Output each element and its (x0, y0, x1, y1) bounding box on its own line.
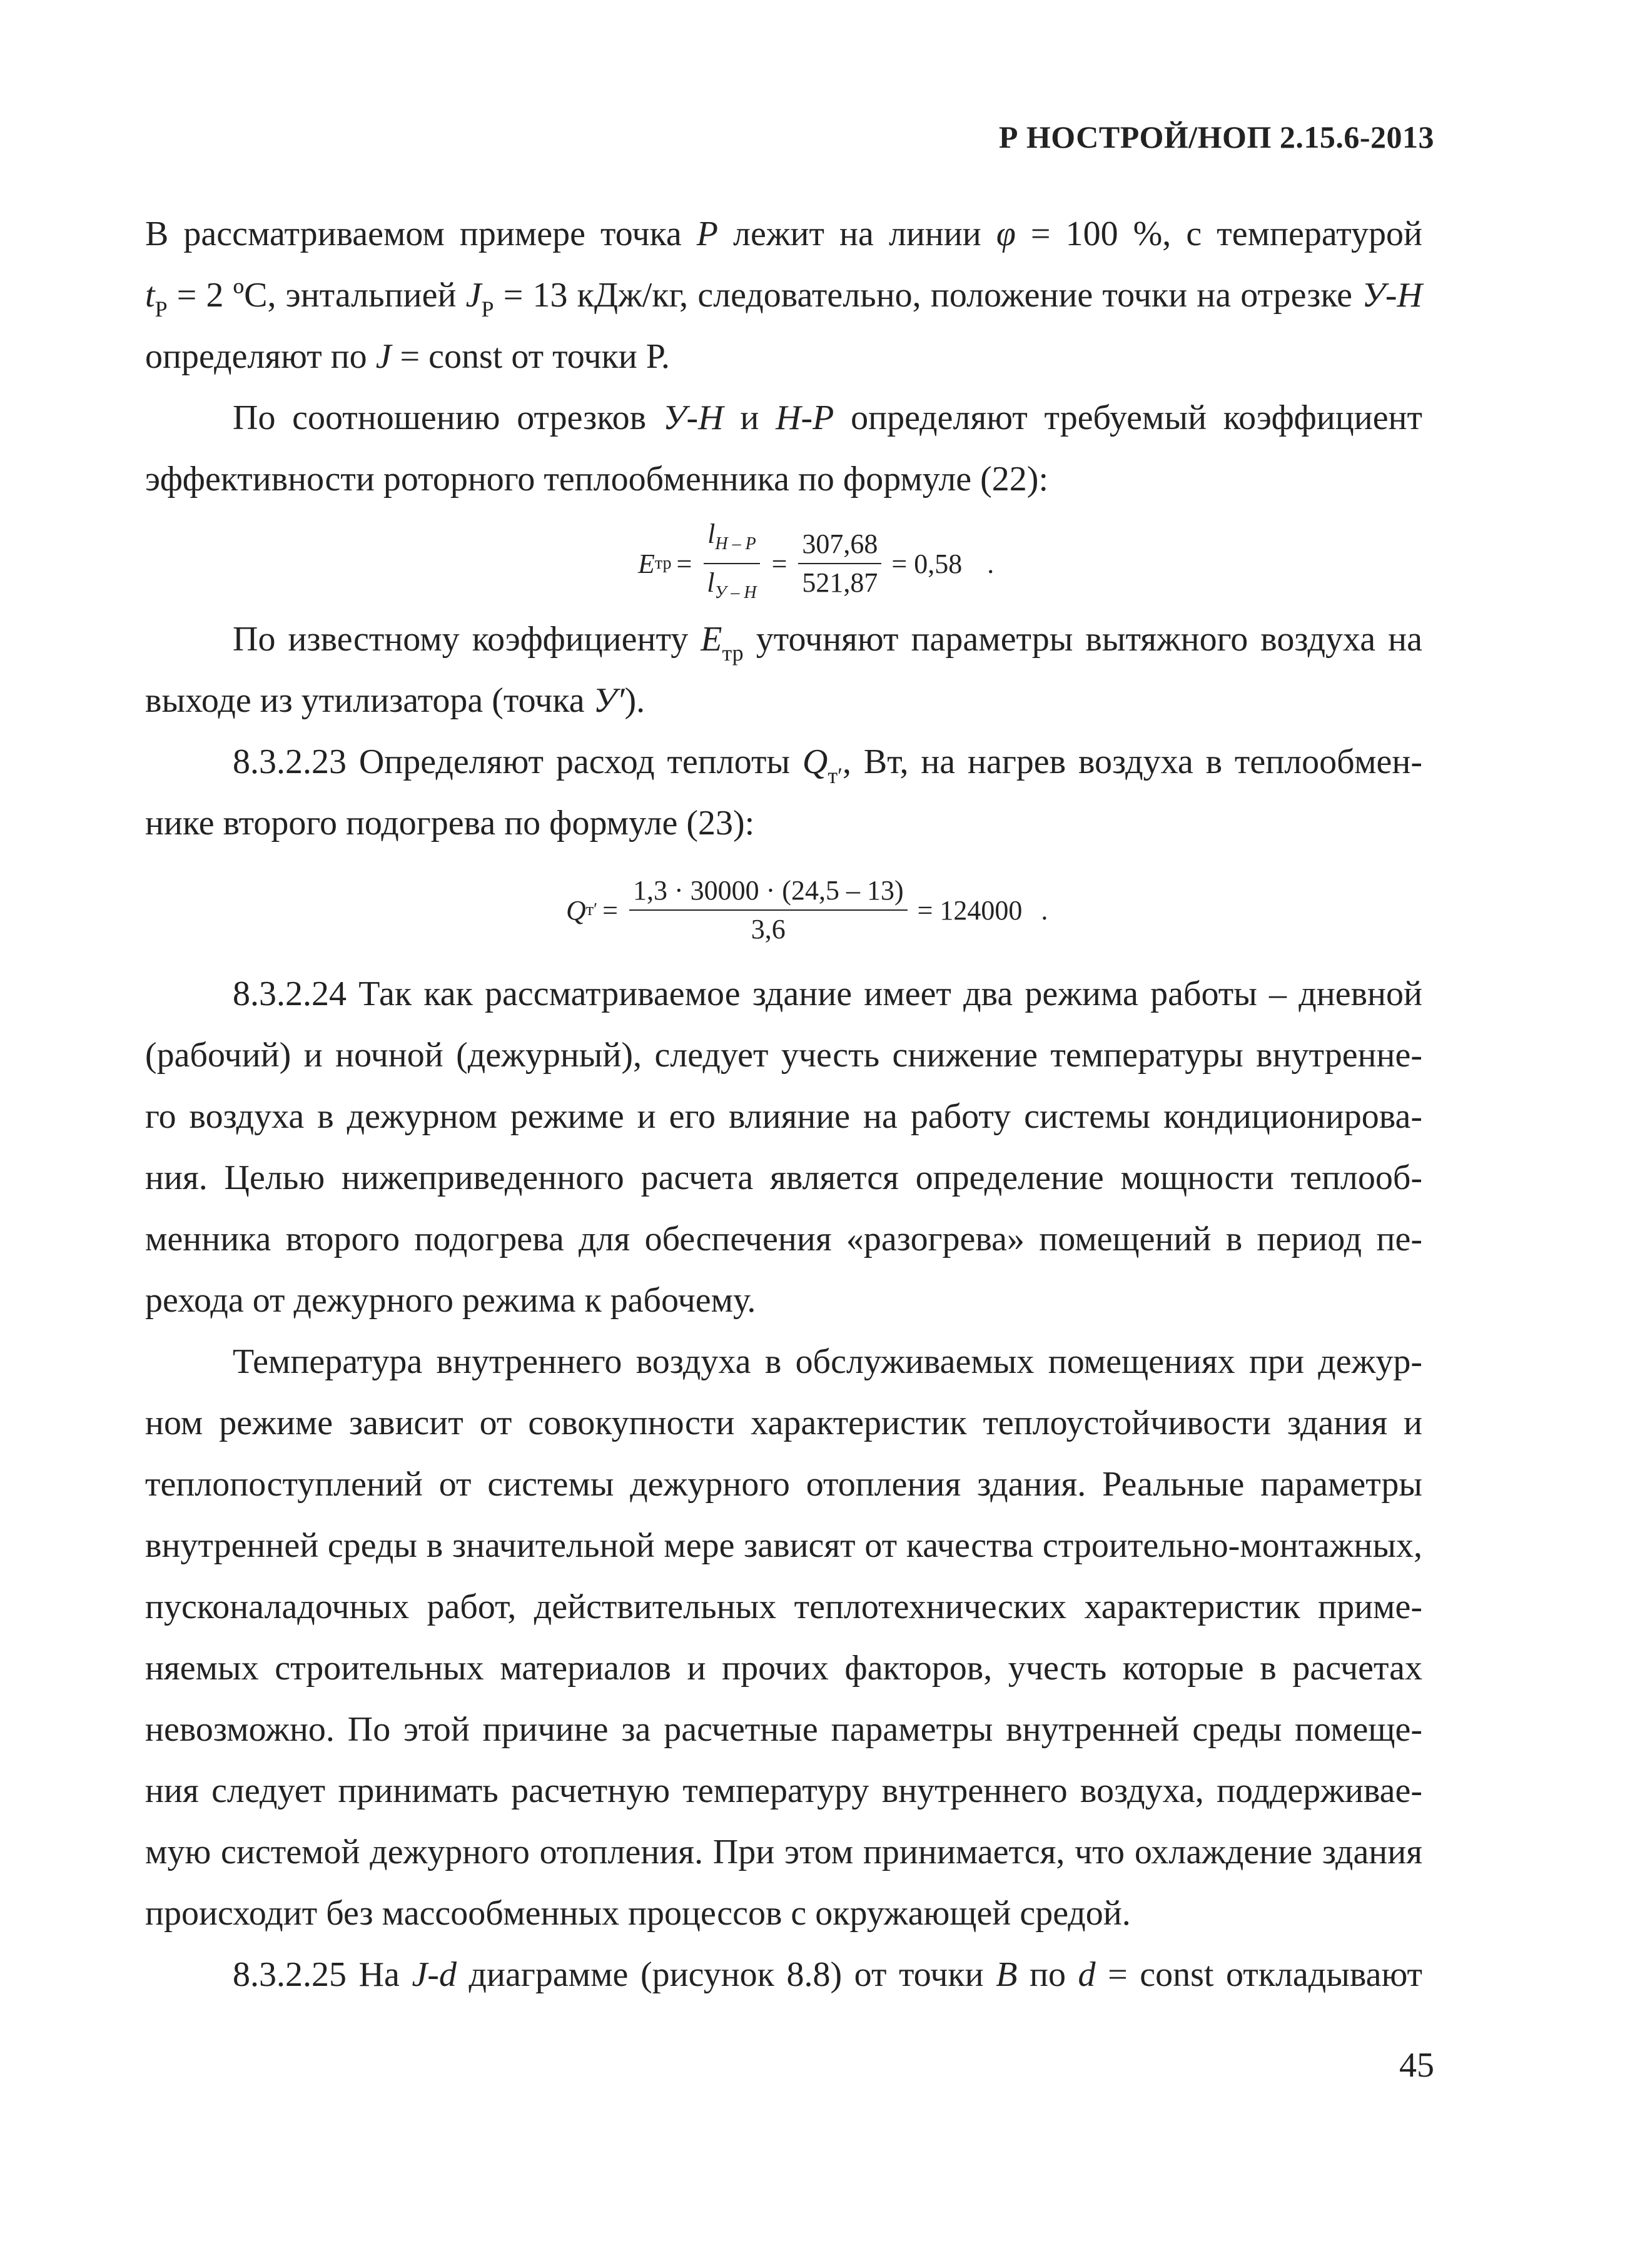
paragraph-8-3-2-25 (145, 1944, 1422, 2005)
text-line: 8.3.2.24 Так как рассматриваемое здание имеет два режима работы – дневной (233, 975, 1422, 1013)
paragraph-8-3-2-24 (145, 963, 1422, 1331)
text-line: нике второго подогрева по формуле (23): (145, 804, 755, 843)
text-line: определяют по J = const от точки Р. (145, 337, 670, 376)
formula-23: Q т′ = $\frac{1,3 \cdot 30000 \cdot (24,5 - 13)}{3,6}$ = 124000 . (566, 875, 1048, 944)
text-line: мую системой дежурного отопления. При этом принимается, что охлаждение здания (145, 1833, 1422, 1871)
text-line: рехода от дежурного режима к рабочему. (145, 1281, 756, 1320)
text-line: эффективности роторного теплообменника по формуле (22): (145, 460, 1048, 499)
text-line: теплопоступлений от системы дежурного отопления здания. Реальные параметры (145, 1465, 1422, 1504)
document-header: Р НОСТРОЙ/НОП 2.15.6-2013 (998, 119, 1434, 154)
text-line: 8.3.2.25 На J-d диаграмме (рисунок 8.8) от точки B по d = const откладывают (233, 1955, 1423, 1994)
text-line: По известному коэффициенту $E_{тр}$ уточняют параметры вытяжного воздуха на (233, 620, 1422, 666)
paragraph-indoor-temperature (145, 1331, 1422, 1944)
formula-23-fraction: $\frac{1,3 \cdot 30000 \cdot (24,5 - 13)}{3,6}$ (629, 874, 908, 946)
page-number: 45 (1399, 2046, 1434, 2085)
text-line: $t_Р = 2$ ºС, энтальпией $J_Р = 13$ кДж/кг, следовательно, положение точки на отрезке У-Н (145, 276, 1422, 321)
text-block-middle (145, 609, 1422, 854)
paragraph-coefficient (145, 609, 1422, 731)
text-line: пусконаладочных работ, действительных теплотехнических характеристик приме- (145, 1587, 1422, 1626)
text-line: го воздуха в дежурном режиме и его влияние на работу системы кондиционирова- (145, 1097, 1422, 1136)
text-line: менника второго подогрева для обеспечения «разогрева» помещений в период пе- (145, 1220, 1422, 1258)
text-line: В рассматриваемом примере точка P лежит на линии φ = 100 %, с температурой (145, 215, 1422, 253)
text-line: ния. Целью нижеприведенного расчета является определение мощности теплооб- (145, 1158, 1422, 1197)
text-block-bottom (145, 963, 1422, 2005)
text-line: По соотношению отрезков У-Н и Н-Р определяют требуемый коэффициент (233, 398, 1422, 437)
text-line: невозможно. По этой причине за расчетные параметры внутренней среды помеще- (145, 1710, 1422, 1749)
text-block-top (145, 203, 1422, 510)
paragraph-8-3-2-23 (145, 731, 1422, 854)
formula-22-ratio: $\frac{l_{Н - Р}}{l_{У - Н}}$ (703, 518, 760, 609)
formula-22-values: $\frac{307,68}{521,87}$ (798, 528, 881, 599)
text-line: выходе из утилизатора (точка У′). (145, 681, 645, 720)
text-line: Температура внутреннего воздуха в обслуживаемых помещениях при дежур- (233, 1342, 1422, 1381)
text-line: ния следует принимать расчетную температуру внутреннего воздуха, поддерживае- (145, 1771, 1422, 1810)
text-line: происходит без массообменных процессов с окружающей средой. (145, 1894, 1131, 1933)
paragraph-segments (145, 387, 1422, 510)
paragraph-point-p (145, 203, 1422, 387)
text-line: няемых строительных материалов и прочих факторов, учесть которые в расчетах (145, 1649, 1422, 1688)
text-line: внутренней среды в значительной мере зависят от качества строительно-монтажных, (145, 1526, 1422, 1565)
text-line: (рабочий) и ночной (дежурный), следует учесть снижение температуры внутренне- (145, 1036, 1422, 1075)
text-line: 8.3.2.23 Определяют расход теплоты $Q_{т'}$, Вт, на нагрев воздуха в теплообмен- (233, 742, 1423, 788)
formula-22: E тр = $\frac{l_{Н - Р}}{l_{У - Н}}$ = $\frac{307,68}{521,87}$ = 0,58 . (638, 518, 994, 609)
text-line: ном режиме зависит от совокупности характеристик теплоустойчивости здания и (145, 1404, 1422, 1442)
